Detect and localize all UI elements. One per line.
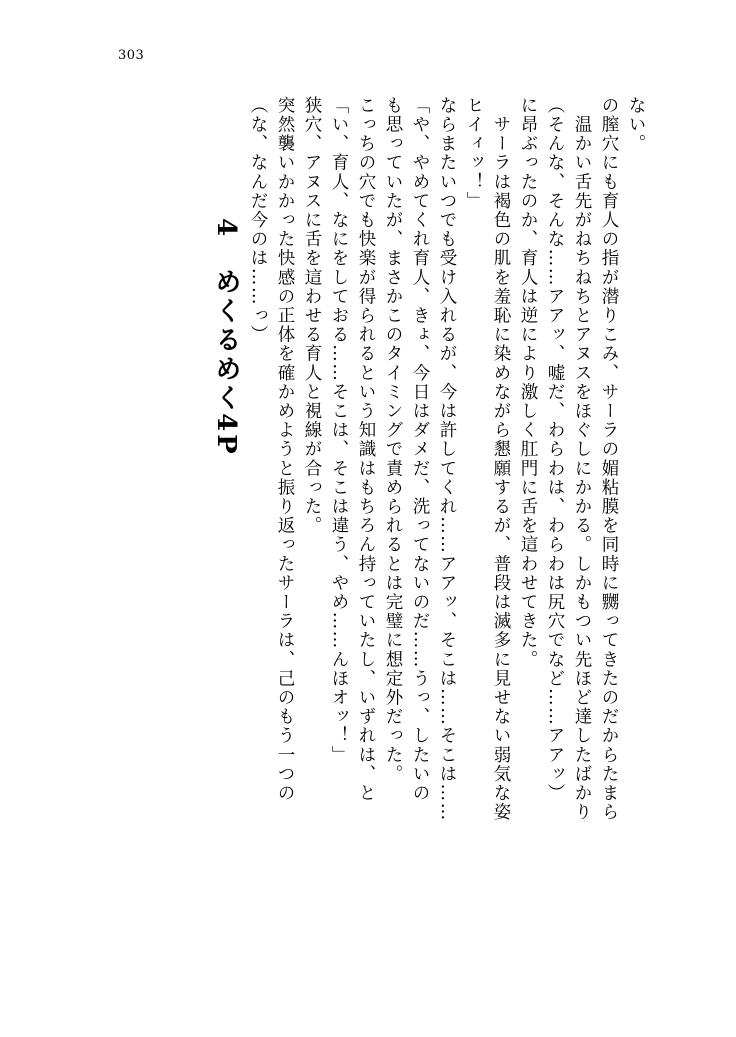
body-column: の膣穴にも育人の指が潜りこみ、サーラの媚粘膜を同時に嬲ってきたのだからたまら (599, 96, 619, 822)
chapter-heading: 4 めくるめく4P (211, 218, 241, 457)
body-column: （そんな、そんな……アアッ、嘘だ、わらわは、わらわは尻穴でなど……アアッ） (545, 96, 565, 803)
page-number: 303 (118, 48, 145, 63)
body-column: （な、なんだ今のは……っ） (248, 96, 268, 345)
body-column: 「い、育人、なにをしておる……そこは、そこは違う、やめ……んほオッ！」 (329, 96, 349, 765)
body-column: ならまたいつでも受け入れるが、今は許してくれ……アアッ、そこは……そこは…… (437, 96, 457, 822)
body-column: ヒイィッ！」 (464, 96, 484, 211)
body-column: 温かい舌先がねちねちとアヌスをほぐしにかかる。しかもつい先ほど達したばかり (572, 96, 592, 822)
body-column: 狭穴、アヌスに舌を這わせる育人と視線が合った。 (302, 96, 322, 536)
body-column: サーラは褐色の肌を羞恥に染めながら懇願するが、普段は滅多に見せない弱気な姿 (491, 96, 511, 822)
body-column: こっちの穴でも快楽が得られるという知識はもちろん持っていたし、いずれは、と (356, 96, 376, 803)
body-column: も思っていたが、まさかこのタイミングで責められるとは完璧に想定外だった。 (383, 96, 403, 784)
body-column: 突然襲いかかった快感の正体を確かめようと振り返ったサーラは、己のもう一つの (275, 96, 295, 803)
vertical-text-block (187, 96, 644, 932)
body-column: ない。 (626, 96, 646, 154)
body-column: に昂ぶったのか、育人は逆により激しく肛門に舌を這わせてきた。 (518, 96, 538, 669)
body-column: 「や、やめてくれ育人、きょ、今日はダメだ、洗ってないのだ……うっ、したいの (410, 96, 430, 803)
